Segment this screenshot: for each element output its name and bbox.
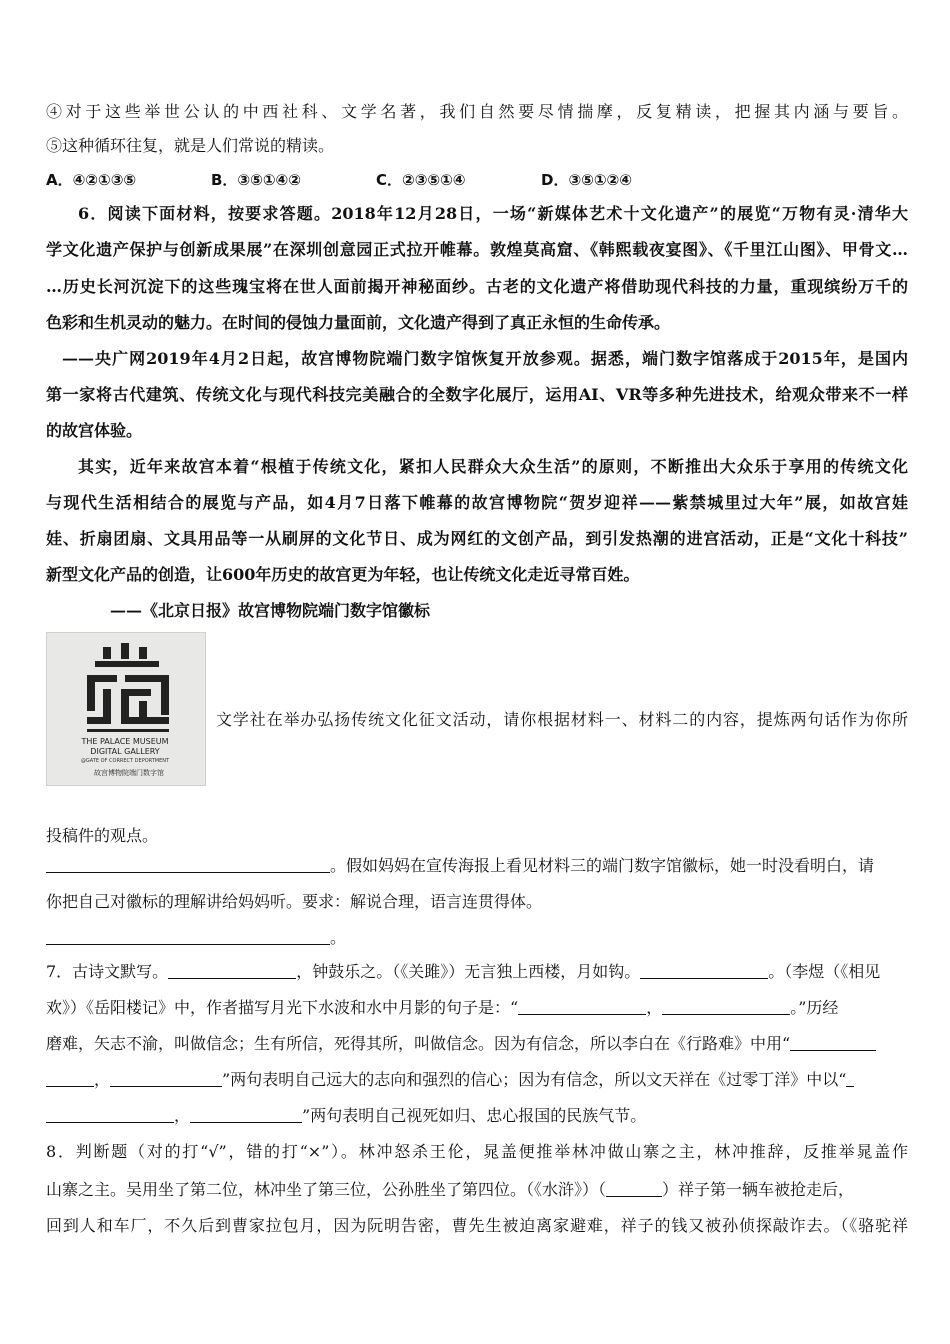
logo-text-line1: THE PALACE MUSEUM [81, 737, 169, 746]
answer-blank[interactable] [662, 998, 790, 1015]
palace-museum-digital-gallery-logo [46, 632, 206, 786]
answer-blank[interactable] [640, 962, 768, 979]
answer-blank[interactable] [518, 998, 646, 1015]
answer-blank[interactable] [46, 1106, 174, 1123]
q6-line: 新型文化产品的创造，让600年历史的故宫更为年轻，也让传统文化走近寻常百姓。 [46, 565, 640, 584]
logo-text-line3: @GATE OF CORRECT DEPORTMENT [80, 758, 170, 764]
answer-blank[interactable] [606, 1180, 662, 1197]
q6-line: 娃、折扇团扇、文具用品等一从刷屏的文化节日、成为网红的文创产品，到引发热潮的进宫活动，正是“文化十科技” [46, 529, 908, 548]
q6-answer-line-2: 。 [46, 928, 908, 948]
answer-options [46, 170, 908, 190]
option-c[interactable]: C．②③⑤①④ [376, 171, 466, 189]
q6-line: 的故宫体验。 [46, 421, 143, 440]
answer-blank[interactable] [110, 1070, 222, 1087]
q8-line-1: 8．判断题（对的打“√”，错的打“×”）。林冲怒杀王伦，晁盖便推举林冲做山寨之主，林冲推辞，反推举晁盖作 [46, 1142, 908, 1161]
q8-line-2: 山寨之主。吴用坐了第二位，林冲坐了第三位，公孙胜坐了第四位。（《水浒》）（ ）祥子第一辆车被抢走后， [46, 1180, 855, 1199]
q6-line: ——央广网2019年4月2日起，故宫博物院端门数字馆恢复开放参观。据悉，端门数字馆落成于2015年，是国内 [62, 349, 908, 368]
q6-line: …历史长河沉淀下的这些瑰宝将在世人面前揭开神秘面纱。古老的文化遗产将借助现代科技的力量，重现缤纷万千的 [46, 277, 908, 296]
logo-mark [47, 633, 205, 785]
answer-blank[interactable] [46, 856, 330, 873]
q6-answer-line-1: 。假如妈妈在宣传海报上看见材料三的端门数字馆徽标，她一时没看明白，请 [46, 856, 908, 876]
answer-blank[interactable] [190, 1106, 302, 1123]
q6-line: 6．阅读下面材料，按要求答题。2018年12月28日，一场“新媒体艺术十文化遗产”的展览“万物有灵·清华大 [78, 204, 908, 223]
q7-line-5: ， ”两句表明自己视死如归、忠心报国的民族气节。 [46, 1106, 908, 1126]
q6-line: 其实，近年来故宫本着“根植于传统文化，紧扣人民群众大众生活”的原则，不断推出大众乐于享用的传统文化 [78, 457, 908, 476]
logo-text-line2: DIGITAL GALLERY [90, 747, 160, 756]
answer-blank[interactable] [46, 928, 330, 945]
q7-line-1: 7．古诗文默写。 ，钟鼓乐之。（《关雎》）无言独上西楼，月如钩。 。（李煜（《相见 [46, 962, 881, 981]
item-5: ⑤这种循环往复，就是人们常说的精读。 [46, 136, 335, 155]
q6-prompt-cont: 投稿件的观点。 [46, 826, 159, 845]
option-d[interactable]: D．③⑤①②④ [541, 171, 632, 189]
q6-line: 与现代生活相结合的展览与产品，如4月7日落下帷幕的故宫博物院“贺岁迎祥——紫禁城里过大年”展，如故宫娃 [46, 493, 908, 512]
logo-text-line4: 故宫博物院端门数字馆 [94, 769, 164, 777]
option-b[interactable]: B．③⑤①④② [211, 171, 301, 189]
answer-blank[interactable] [846, 1070, 854, 1087]
answer-blank[interactable] [168, 962, 296, 979]
q7-line-3: 磨难，矢志不渝，叫做信念；生有所信，死得其所，叫做信念。因为有信念，所以李白在《行路难》中用“ [46, 1034, 908, 1054]
q6-prompt: 文学社在举办弘扬传统文化征文活动，请你根据材料一、材料二的内容，提炼两句话作为你所 [216, 710, 908, 729]
q6-line: 学文化遗产保护与创新成果展”在深圳创意园正式拉开帷幕。敦煌莫高窟、《韩熙载夜宴图》、《千里江山图》、甲骨文… [46, 240, 908, 259]
option-a[interactable]: A．④②①③⑤ [46, 171, 137, 189]
q6-line: 第一家将古代建筑、传统文化与现代科技完美融合的全数字化展厅，运用AI、VR等多种先进技术，给观众带来不一样 [46, 385, 908, 404]
answer-blank[interactable] [790, 1034, 876, 1051]
source-attribution: ——《北京日报》故宫博物院端门数字馆徽标 [110, 601, 431, 620]
q7-line-2: 欢》）《岳阳楼记》中，作者描写月光下水波和水中月影的句子是：“ ， 。”历经 [46, 998, 839, 1017]
answer-blank[interactable] [46, 1070, 94, 1087]
q8-line-3: 回到人和车厂，不久后到曹家拉包月，因为阮明告密，曹先生被迫离家避难，祥子的钱又被孙侦探敲诈去。（《骆驼祥 [46, 1216, 908, 1235]
q6-requirement: 你把自己对徽标的理解讲给妈妈听。要求：解说合理，语言连贯得体。 [46, 892, 543, 911]
q6-line: 色彩和生机灵动的魅力。在时间的侵蚀力量面前，文化遗产得到了真正永恒的生命传承。 [46, 313, 671, 332]
item-4: ④对于这些举世公认的中西社科、文学名著，我们自然要尽情揣摩，反复精读，把握其内涵与要旨。 [46, 102, 908, 121]
q7-line-4: ， ”两句表明自己远大的志向和强烈的信心；因为有信念，所以文天祥在《过零丁洋》中以“ [46, 1070, 908, 1090]
